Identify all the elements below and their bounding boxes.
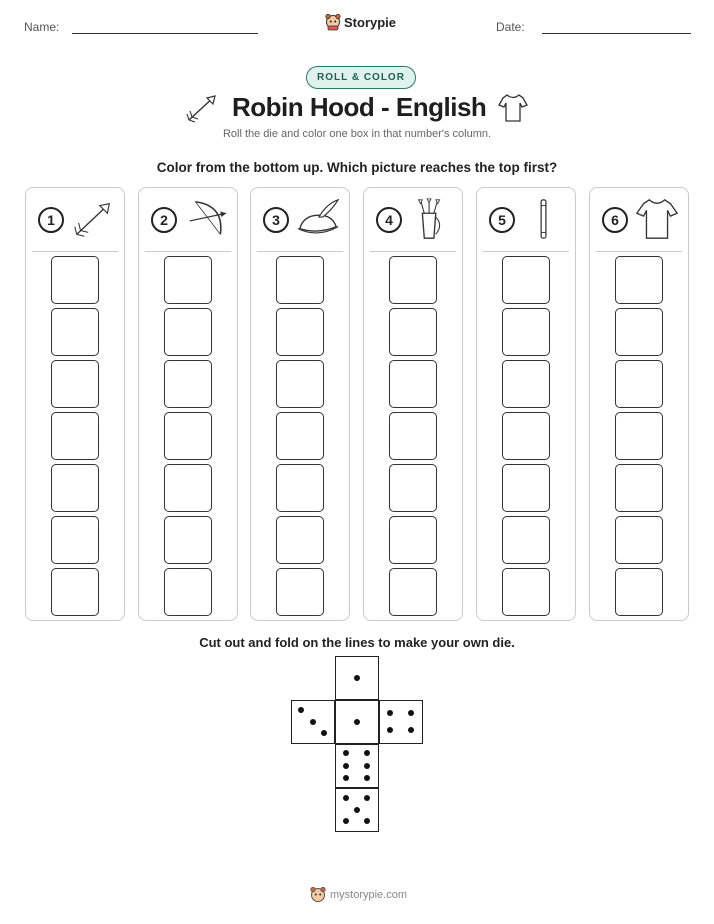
color-box[interactable] <box>51 360 99 408</box>
color-box[interactable] <box>164 464 212 512</box>
die-instruction: Cut out and fold on the lines to make your own die. <box>199 635 515 650</box>
column-header <box>32 188 118 252</box>
tunic-icon <box>632 196 682 242</box>
color-box[interactable] <box>502 308 550 356</box>
die-pip <box>387 727 393 733</box>
name-label: Name: <box>24 20 60 34</box>
roll-column-6 <box>589 187 689 621</box>
die-pip <box>321 730 327 736</box>
color-box[interactable] <box>276 464 324 512</box>
color-box[interactable] <box>276 308 324 356</box>
color-box[interactable] <box>276 568 324 616</box>
color-box[interactable] <box>615 464 663 512</box>
color-box[interactable] <box>164 568 212 616</box>
color-box[interactable] <box>51 308 99 356</box>
color-box[interactable] <box>276 360 324 408</box>
color-box[interactable] <box>389 360 437 408</box>
color-box[interactable] <box>502 412 550 460</box>
die-pip <box>343 763 349 769</box>
die-pip <box>408 710 414 716</box>
color-box[interactable] <box>502 256 550 304</box>
color-box[interactable] <box>389 412 437 460</box>
color-box[interactable] <box>615 308 663 356</box>
arrow-icon <box>68 196 118 242</box>
footer <box>310 886 407 904</box>
title-arrow-icon <box>185 92 219 124</box>
color-box[interactable] <box>615 516 663 564</box>
column-number: 2 <box>151 207 177 233</box>
column-number: 1 <box>38 207 64 233</box>
name-line[interactable] <box>72 33 258 34</box>
color-box[interactable] <box>51 516 99 564</box>
die-pip <box>298 707 304 713</box>
roll-column-5 <box>476 187 576 621</box>
die-face-top <box>335 656 379 700</box>
color-box[interactable] <box>389 308 437 356</box>
roll-column-3 <box>250 187 350 621</box>
page-title: Robin Hood - English <box>232 92 487 122</box>
die-pip <box>354 675 360 681</box>
feathered-hat-icon <box>293 196 343 242</box>
die-face-left <box>291 700 335 744</box>
color-box[interactable] <box>51 256 99 304</box>
roll-column-1 <box>25 187 125 621</box>
die-pip <box>354 719 360 725</box>
die-pip <box>354 807 360 813</box>
date-label: Date: <box>496 20 525 34</box>
color-box[interactable] <box>615 360 663 408</box>
color-box[interactable] <box>164 360 212 408</box>
die-face-center <box>335 700 379 744</box>
color-box[interactable] <box>51 568 99 616</box>
color-box[interactable] <box>389 464 437 512</box>
die-pip <box>343 750 349 756</box>
storypie-mascot-icon <box>325 13 341 31</box>
die-pip <box>343 795 349 801</box>
color-box[interactable] <box>164 516 212 564</box>
die-pip <box>343 818 349 824</box>
logo-text: Storypie <box>344 14 397 30</box>
footer-url: mystorypie.com <box>330 889 408 901</box>
column-header <box>483 188 569 252</box>
footer-mascot-icon <box>310 886 326 904</box>
column-number: 5 <box>489 207 515 233</box>
color-box[interactable] <box>502 464 550 512</box>
column-number: 6 <box>602 207 628 233</box>
quiver-icon <box>406 196 456 242</box>
die-pip <box>364 750 370 756</box>
roll-column-2 <box>138 187 238 621</box>
color-box[interactable] <box>502 516 550 564</box>
die-pip <box>364 818 370 824</box>
instruction-text: Color from the bottom up. Which picture reaches the top first? <box>156 160 558 175</box>
date-line[interactable] <box>542 33 691 34</box>
storypie-logo <box>325 13 396 31</box>
color-box[interactable] <box>276 256 324 304</box>
die-pip <box>364 763 370 769</box>
color-box[interactable] <box>276 516 324 564</box>
color-box[interactable] <box>615 256 663 304</box>
color-box[interactable] <box>51 464 99 512</box>
die-face-lower <box>335 744 379 788</box>
color-box[interactable] <box>502 568 550 616</box>
column-number: 4 <box>376 207 402 233</box>
staff-icon <box>519 196 569 242</box>
color-box[interactable] <box>276 412 324 460</box>
color-box[interactable] <box>51 412 99 460</box>
color-box[interactable] <box>164 256 212 304</box>
color-box[interactable] <box>164 412 212 460</box>
die-face-bottom <box>335 788 379 832</box>
column-header <box>257 188 343 252</box>
bow-icon <box>181 196 231 242</box>
die-pip <box>343 775 349 781</box>
die-pip <box>387 710 393 716</box>
title-tunic-icon <box>496 92 530 124</box>
color-box[interactable] <box>615 412 663 460</box>
column-number: 3 <box>263 207 289 233</box>
color-box[interactable] <box>389 516 437 564</box>
die-pip <box>364 775 370 781</box>
die-face-right <box>379 700 423 744</box>
color-box[interactable] <box>502 360 550 408</box>
color-box[interactable] <box>389 568 437 616</box>
roll-column-4 <box>363 187 463 621</box>
color-box[interactable] <box>615 568 663 616</box>
roll-and-color-badge: ROLL & COLOR <box>306 66 416 89</box>
color-box[interactable] <box>164 308 212 356</box>
die-pip <box>408 727 414 733</box>
column-header <box>145 188 231 252</box>
die-pip <box>364 795 370 801</box>
color-box[interactable] <box>389 256 437 304</box>
column-header <box>370 188 456 252</box>
die-pip <box>310 719 316 725</box>
column-header <box>596 188 682 252</box>
subtitle: Roll the die and color one box in that number's column. <box>222 128 492 140</box>
